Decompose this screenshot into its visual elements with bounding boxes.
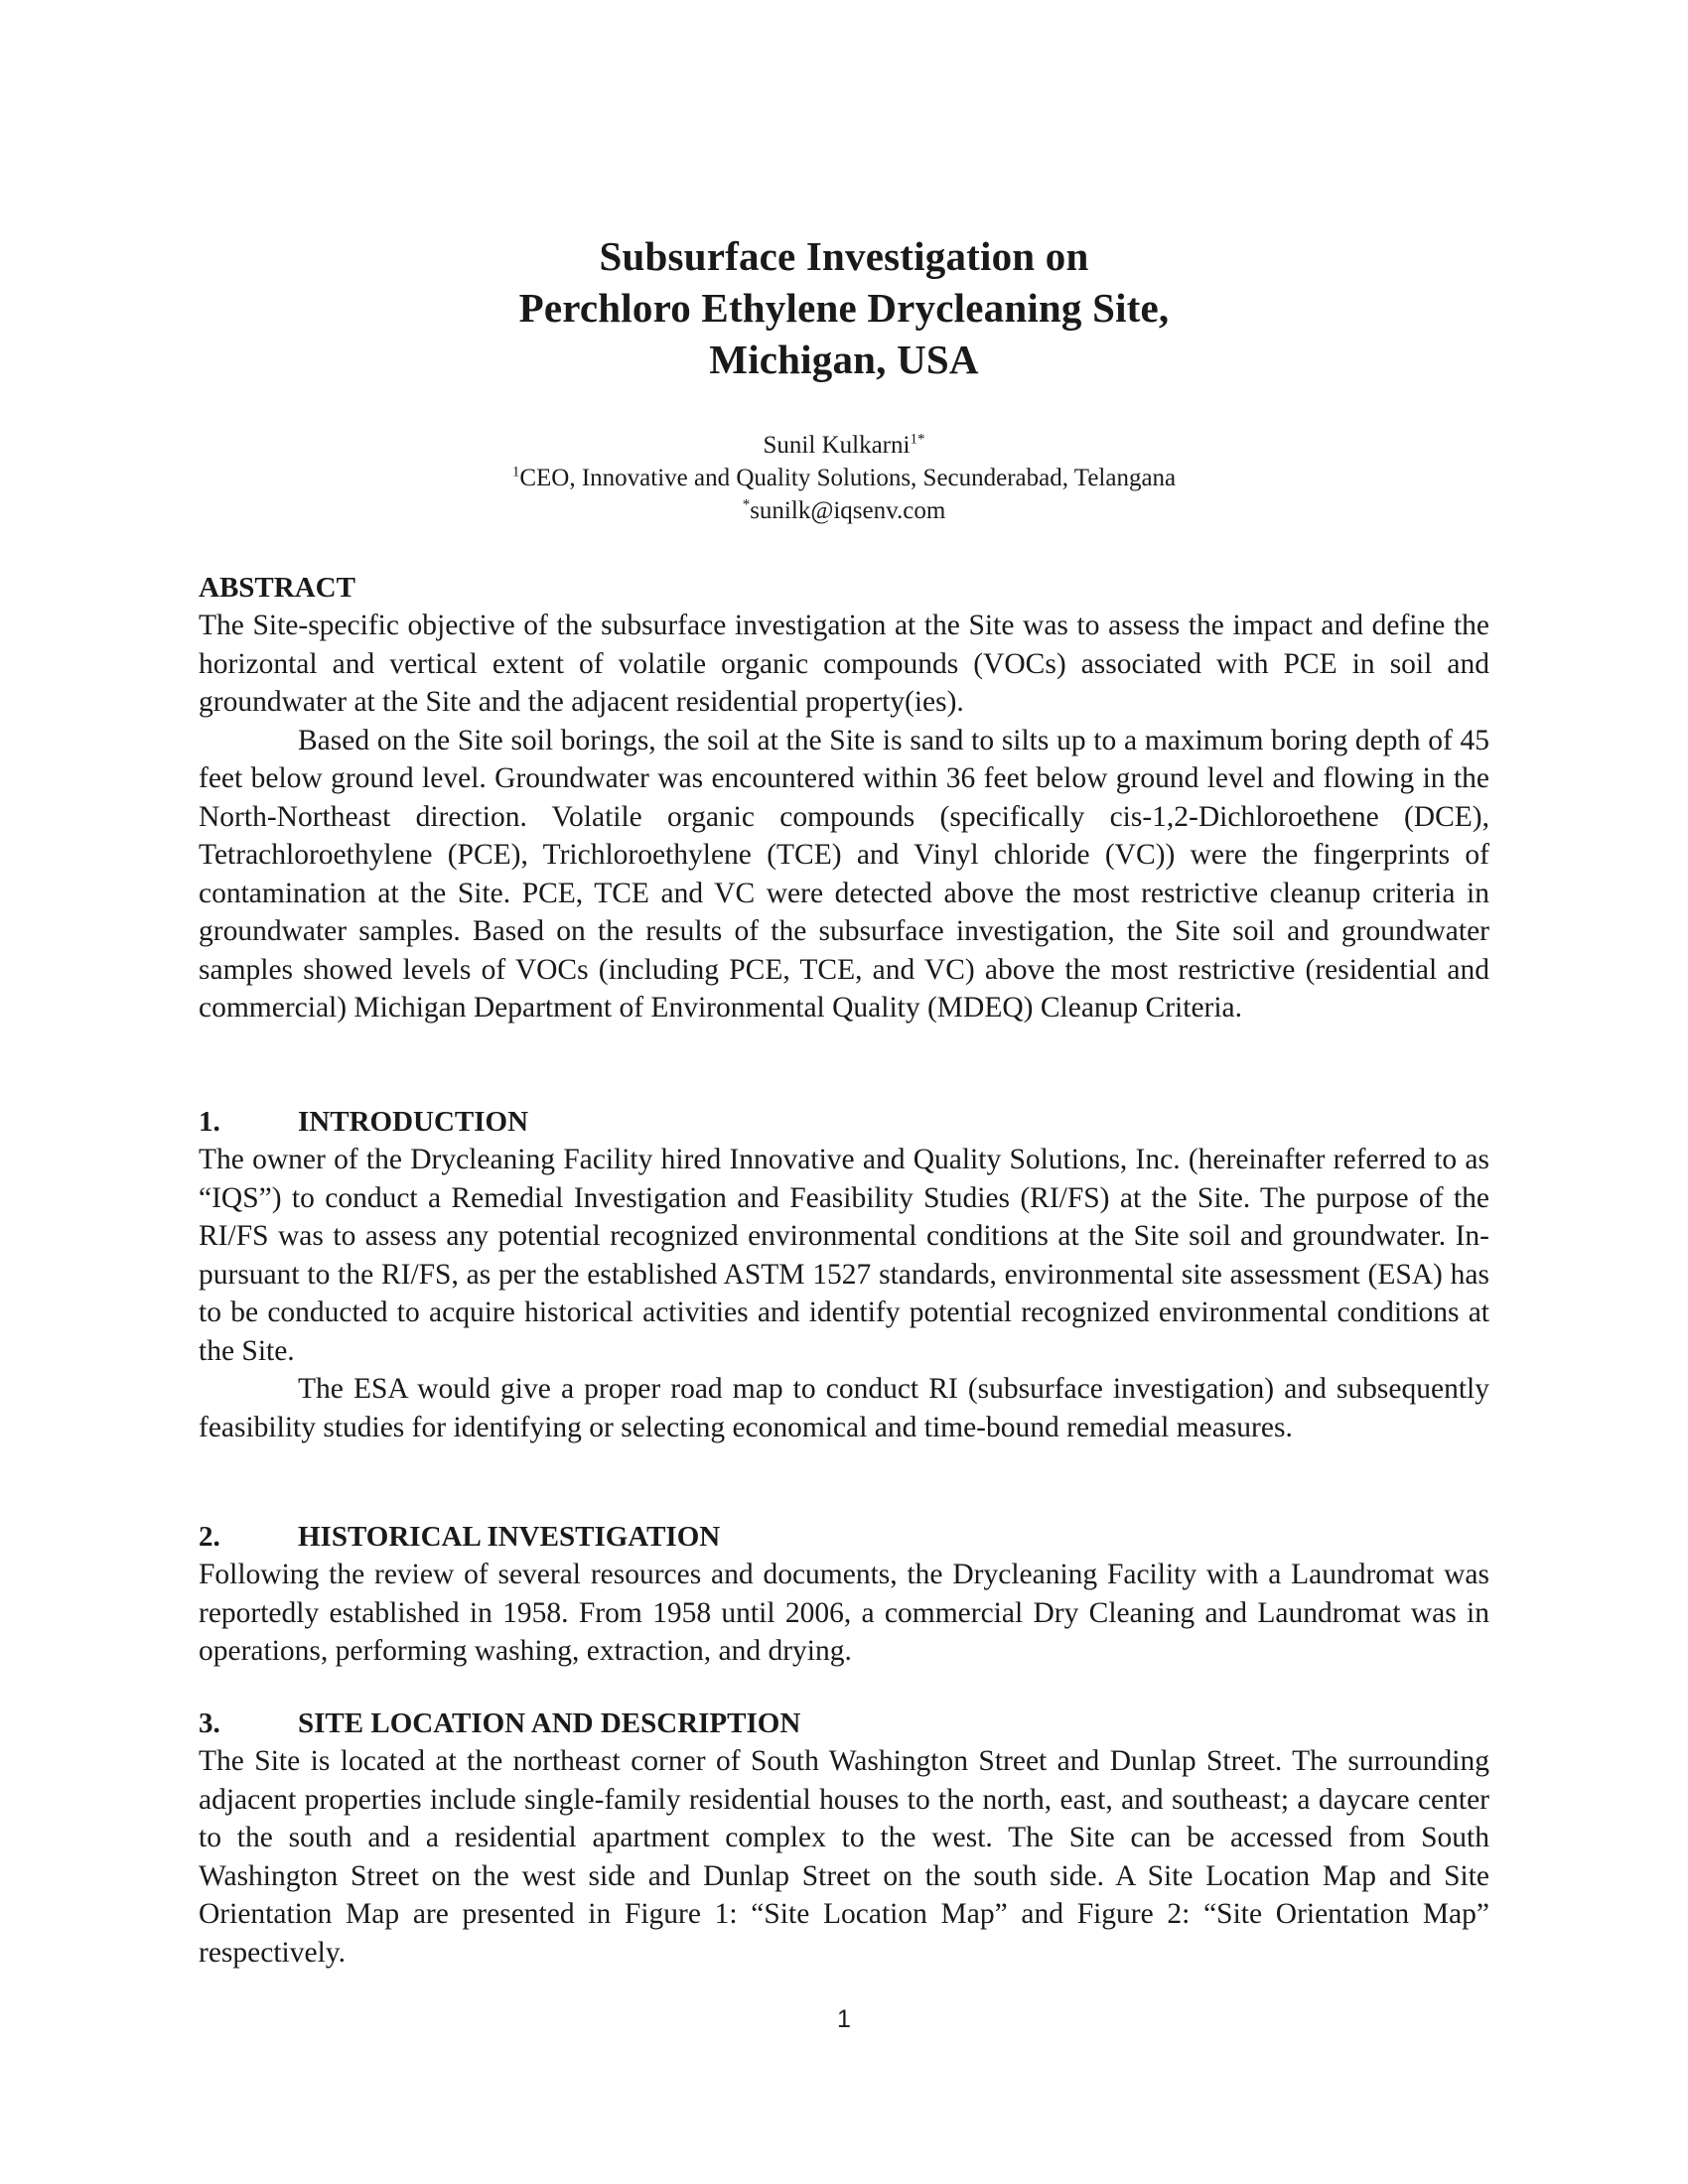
abstract-section <box>199 569 1489 1027</box>
introduction-paragraph-1: The owner of the Drycleaning Facility hired Innovative and Quality Solutions, Inc. (hereinafter referred to as “IQS”) to conduct a Remedial Investigation and Feasibility Studies (RI/FS) at the Site. The purpose of the RI/FS was to assess any potential recognized environmental conditions at the Site soil and groundwater. In-pursuant to the RI/FS, as per the established ASTM 1527 standards, environmental site assessment (ESA) has to be conducted to acquire historical activities and identify potential recognized environmental conditions at the Site. <box>199 1144 1489 1367</box>
affiliation-superscript: 1 <box>511 464 520 480</box>
email-superscript: * <box>742 496 751 513</box>
site-location-section <box>199 1705 1489 1972</box>
abstract-heading <box>199 569 1489 607</box>
section-number: 3. <box>199 1707 220 1739</box>
historical-investigation-paragraph: Following the review of several resources and documents, the Drycleaning Facility with a Laundromat was reportedly established in 1958. From 1958 until 2006, a commercial Dry Cleaning and Laundromat was in operations, performing washing, extraction, and drying. <box>199 1559 1489 1667</box>
introduction-heading <box>199 1103 1489 1141</box>
section-number: 2. <box>199 1521 220 1553</box>
section-number: 1. <box>199 1106 220 1138</box>
author-affiliation: CEO, Innovative and Quality Solutions, Secunderabad, Telangana <box>519 465 1177 491</box>
author-block <box>199 429 1489 527</box>
author-name-superscript: 1* <box>910 431 925 448</box>
section-title: SITE LOCATION AND DESCRIPTION <box>298 1707 801 1739</box>
title-line-1: Subsurface Investigation on <box>599 233 1089 279</box>
author-email: sunilk@iqsenv.com <box>750 497 946 524</box>
site-location-heading <box>199 1705 1489 1742</box>
author-name-line <box>199 429 1489 462</box>
abstract-paragraph-1: The Site-specific objective of the subsurface investigation at the Site was to assess the impact and define the horizontal and vertical extent of volatile organic compounds (VOCs) associated with PCE in soil and groundwater at the Site and the adjacent residential property(ies). <box>199 610 1489 718</box>
historical-investigation-section <box>199 1518 1489 1671</box>
page-number: 1 <box>837 2005 851 2033</box>
author-name: Sunil Kulkarni <box>763 432 911 459</box>
site-location-paragraph: The Site is located at the northeast corner of South Washington Street and Dunlap Street. The surrounding adjacent properties include single-family residential houses to the north, east, and southeast; a daycare center to the south and a residential apartment complex to the west. The Site can be accessed from South Washington Street on the west side and Dunlap Street on the south side. A Site Location Map and Site Orientation Map are presented in Figure 1: “Site Location Map” and Figure 2: “Site Orientation Map” respectively. <box>199 1745 1489 1969</box>
introduction-paragraph-2: The ESA would give a proper road map to conduct RI (subsurface investigation) and subsequently feasibility studies for identifying or selecting economical and time-bound remedial measures. <box>199 1373 1489 1443</box>
abstract-paragraph-2: Based on the Site soil borings, the soil at the Site is sand to silts up to a maximum boring depth of 45 feet below ground level. Groundwater was encountered within 36 feet below ground level and flowing in the North-Northeast direction. Volatile organic compounds (specifically cis-1,2-Dichloroethene (DCE), Tetrachloroethylene (PCE), Trichloroethylene (TCE) and Vinyl chloride (VC)) were the fingerprints of contamination at the Site. PCE, TCE and VC were detected above the most restrictive cleanup criteria in groundwater samples. Based on the results of the subsurface investigation, the Site soil and groundwater samples showed levels of VOCs (including PCE, TCE, and VC) above the most restrictive (residential and commercial) Michigan Department of Environmental Quality (MDEQ) Cleanup Criteria. <box>199 724 1489 1024</box>
introduction-section <box>199 1103 1489 1446</box>
title-line-2: Perchloro Ethylene Drycleaning Site, <box>518 285 1170 331</box>
historical-investigation-heading <box>199 1518 1489 1556</box>
title-line-3: Michigan, USA <box>709 337 979 382</box>
section-title: HISTORICAL INVESTIGATION <box>298 1521 721 1553</box>
paper-title <box>199 230 1489 385</box>
abstract-heading-text: ABSTRACT <box>199 572 355 604</box>
section-title: INTRODUCTION <box>298 1106 529 1138</box>
author-email-line <box>199 494 1489 527</box>
author-affiliation-line <box>199 462 1489 494</box>
